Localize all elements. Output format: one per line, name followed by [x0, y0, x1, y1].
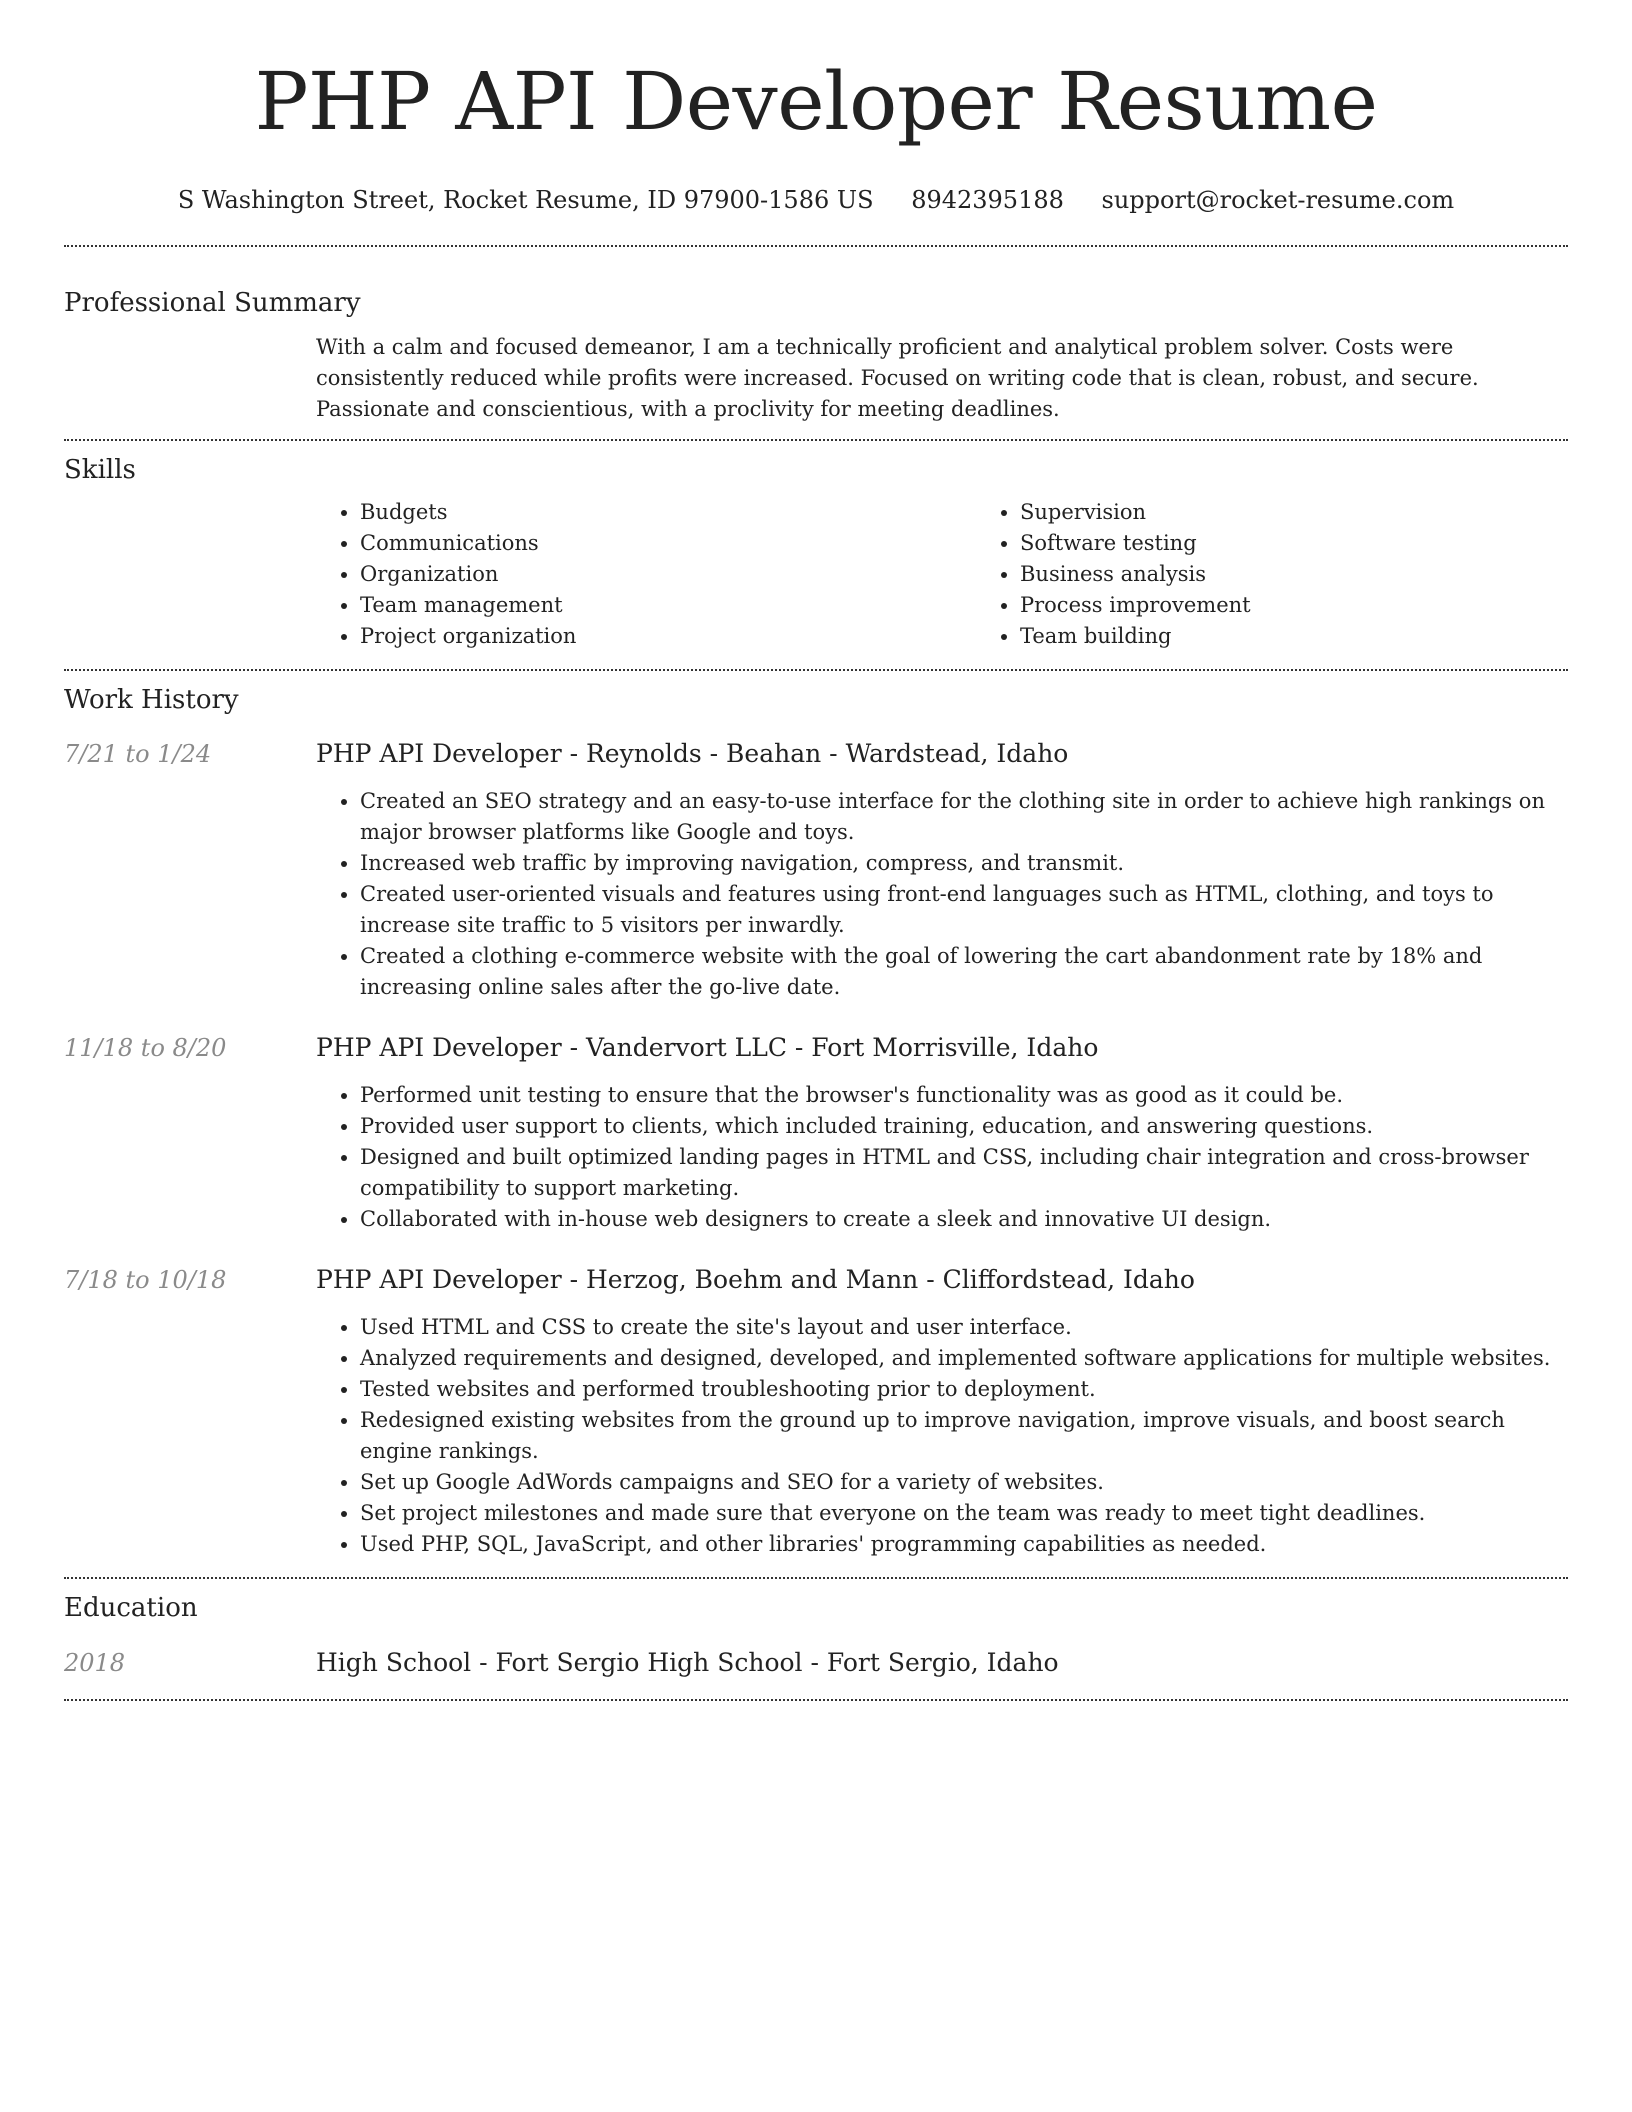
work-heading: Work History: [64, 685, 239, 715]
job-bullet: • Performed unit testing to ensure that the browser's functionality was as good as it could be.: [360, 1080, 1568, 1111]
education-heading: Education: [64, 1593, 198, 1623]
divider: [64, 245, 1568, 247]
education-title: High School - Fort Sergio High School - Fort Sergio, Idaho: [316, 1648, 1059, 1677]
skill-item: • Team building: [1020, 621, 1632, 652]
job-title: PHP API Developer - Vandervort LLC - Fort Morrisville, Idaho: [316, 1033, 1099, 1062]
skills-list: [316, 497, 1632, 652]
job-bullet: • Provided user support to clients, which included training, education, and answering questions.: [360, 1111, 1568, 1142]
job-bullet: • Set project milestones and made sure that everyone on the team was ready to meet tight deadlines.: [360, 1498, 1568, 1529]
skill-item: • Process improvement: [1020, 590, 1632, 621]
email-text: support@rocket-resume.com: [1101, 186, 1455, 214]
job-bullet: • Set up Google AdWords campaigns and SEO for a variety of websites.: [360, 1467, 1568, 1498]
job-bullet: • Designed and built optimized landing pages in HTML and CSS, including chair integration and cross-browser compatibility to support marketing.: [360, 1142, 1568, 1204]
job-entry: [64, 1032, 1568, 1235]
skill-item: • Supervision: [1020, 497, 1632, 528]
job-title: PHP API Developer - Herzog, Boehm and Mann - Cliffordstead, Idaho: [316, 1265, 1195, 1294]
job-title: PHP API Developer - Reynolds - Beahan - Wardstead, Idaho: [316, 739, 1069, 768]
phone-text: 8942395188: [911, 186, 1064, 214]
resume-title: PHP API Developer Resume: [254, 55, 1378, 148]
address-text: S Washington Street, Rocket Resume, ID 97900-1586 US: [177, 186, 874, 214]
job-bullet: • Collaborated with in-house web designers to create a sleek and innovative UI design.: [360, 1204, 1568, 1235]
job-dates: 7/21 to 1/24: [64, 740, 212, 768]
education-year: 2018: [64, 1649, 126, 1677]
education-entry: [64, 1647, 1568, 1679]
skill-item: • Business analysis: [1020, 559, 1632, 590]
job-dates: 11/18 to 8/20: [64, 1034, 227, 1062]
job-bullets: [316, 1080, 1568, 1235]
job-bullet: • Increased web traffic by improving navigation, compress, and transmit.: [360, 848, 1568, 879]
job-bullet: • Redesigned existing websites from the ground up to improve navigation, improve visuals, and boost search engine rankings.: [360, 1405, 1568, 1467]
job-bullet: • Created user-oriented visuals and features using front-end languages such as HTML, clothing, and toys to increase site traffic to 5 visitors per inwardly.: [360, 879, 1568, 941]
divider: [64, 669, 1568, 671]
divider: [64, 1699, 1568, 1701]
job-bullet: • Used HTML and CSS to create the site's layout and user interface.: [360, 1312, 1568, 1343]
skills-column-1: [316, 497, 976, 652]
divider: [64, 1577, 1568, 1579]
skills-heading: Skills: [64, 455, 136, 485]
job-entry: [64, 1264, 1568, 1560]
summary-heading: Professional Summary: [64, 288, 361, 318]
summary-row: [64, 332, 1568, 425]
skill-item: • Team management: [360, 590, 976, 621]
divider: [64, 439, 1568, 441]
skill-item: • Budgets: [360, 497, 976, 528]
skill-item: • Project organization: [360, 621, 976, 652]
job-bullets: [316, 786, 1568, 1003]
job-bullets: [316, 1312, 1568, 1560]
job-bullet: • Analyzed requirements and designed, developed, and implemented software applications for multiple websites.: [360, 1343, 1568, 1374]
skills-row: [64, 497, 1568, 652]
skill-item: • Communications: [360, 528, 976, 559]
job-bullet: • Created a clothing e-commerce website with the goal of lowering the cart abandonment rate by 18% and increasing online sales after the go-live date.: [360, 941, 1568, 1003]
skills-column-2: [976, 497, 1632, 652]
job-dates: 7/18 to 10/18: [64, 1266, 227, 1294]
job-bullet: • Tested websites and performed troubleshooting prior to deployment.: [360, 1374, 1568, 1405]
contact-line: [64, 184, 1568, 216]
job-bullet: • Used PHP, SQL, JavaScript, and other libraries' programming capabilities as needed.: [360, 1529, 1568, 1560]
summary-text: With a calm and focused demeanor, I am a technically proficient and analytical problem solver. Costs were consistently reduced while profits were increased. Focused on writing code that is clean, robust, and secure. Passionate and conscientious, with a proclivity for meeting deadlines.: [316, 335, 1479, 421]
job-bullet: • Created an SEO strategy and an easy-to-use interface for the clothing site in order to achieve high rankings on major browser platforms like Google and toys.: [360, 786, 1568, 848]
job-entry: [64, 738, 1568, 1003]
skill-item: • Software testing: [1020, 528, 1632, 559]
skill-item: • Organization: [360, 559, 976, 590]
